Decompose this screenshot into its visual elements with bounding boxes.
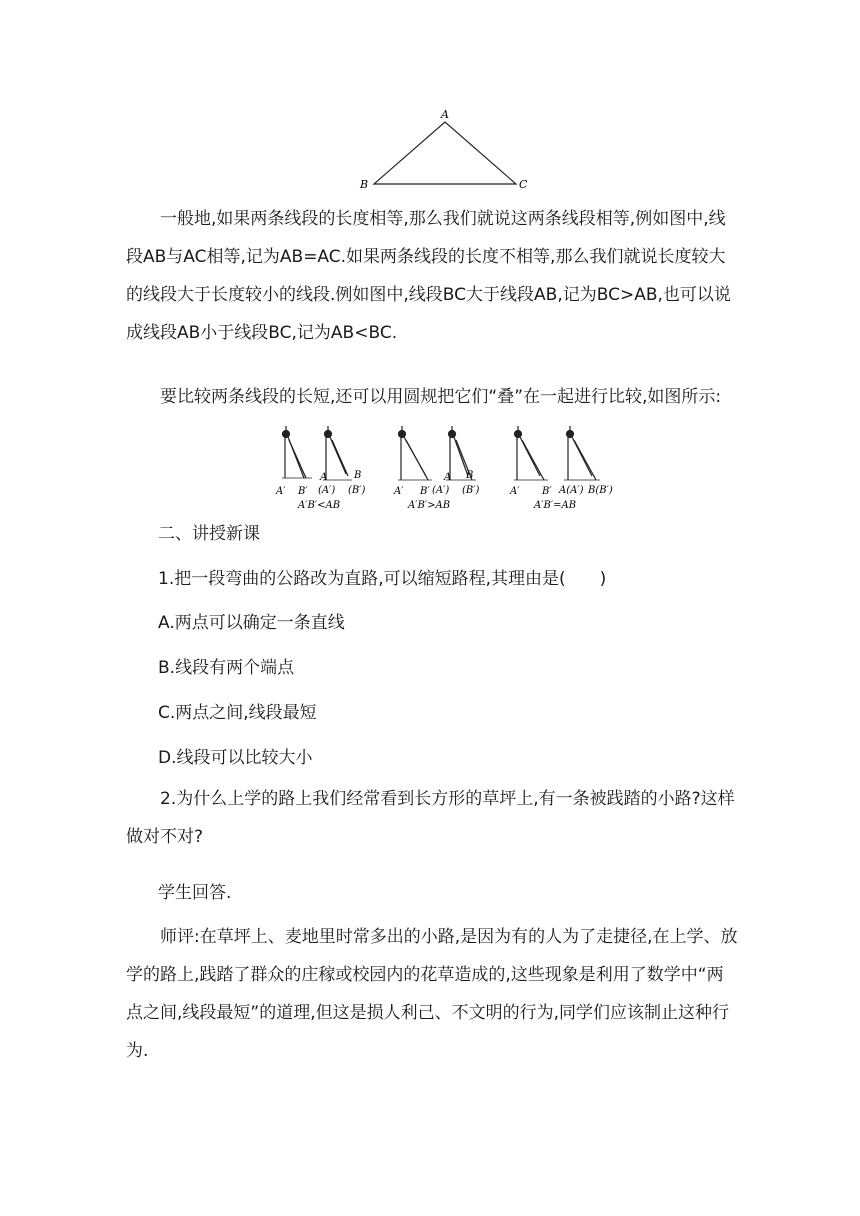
student-answer: 学生回答. xyxy=(158,883,232,903)
paragraph-text: 师评:在草坪上、麦地里时常多出的小路,是因为有的人为了走捷径,在上学、放学的路上,践踏了群众的庄稼或校园内的花草造成的,这些现象是利用了数学中“两点之间,线段最短”的道理,但这是损人利己、不文明的行为,同学们应该制止这种行为. xyxy=(126,927,738,1061)
compass-icon xyxy=(282,426,312,478)
compass-icon xyxy=(323,426,352,480)
triangle-figure xyxy=(350,105,540,195)
question-2 xyxy=(126,780,738,856)
point-label: B xyxy=(466,470,474,481)
point-label: A′ xyxy=(394,486,404,497)
point-label: B′ xyxy=(420,486,430,497)
paragraph-segment-equality xyxy=(126,200,738,352)
point-label: B′ xyxy=(298,486,308,497)
point-label: (A′) xyxy=(318,485,336,496)
compass-group-less xyxy=(275,426,366,511)
question-1-option-d: D.线段可以比较大小 xyxy=(158,748,313,768)
compass-comparison-figure xyxy=(268,418,620,514)
compass-icon xyxy=(564,426,600,480)
paragraph-compass-compare xyxy=(126,378,738,416)
comparison-caption: A′B′<AB xyxy=(298,500,341,511)
compass-group-greater xyxy=(393,426,480,511)
vertex-b-label: B xyxy=(360,178,369,191)
paragraph-text: 要比较两条线段的长短,还可以用圆规把它们“叠”在一起进行比较,如图所示: xyxy=(160,387,722,407)
question-1-stem: 1.把一段弯曲的公路改为直路,可以缩短路程,其理由是( ) xyxy=(158,569,607,589)
point-label: (B′) xyxy=(462,485,480,496)
paragraph-text: 2.为什么上学的路上我们经常看到长方形的草坪上,有一条被践踏的小路?这样做对不对? xyxy=(126,789,735,847)
vertex-a-label: A xyxy=(441,108,449,121)
point-label: A′ xyxy=(510,486,520,497)
point-label: (A′) xyxy=(432,485,450,496)
paragraph-text: 一般地,如果两条线段的长度相等,那么我们就说这两条线段相等,例如图中,线段AB与AC相等,记为AB=AC.如果两条线段的长度不相等,那么我们就说长度较大的线段大于长度较小的线段.例如图中,线段BC大于线段AB,记为BC>AB,也可以说成线段AB小于线段BC,记为AB<BC. xyxy=(126,209,731,343)
section-heading: 二、讲授新课 xyxy=(158,524,260,544)
comparison-caption: A′B′>AB xyxy=(408,500,451,511)
comparison-caption: A′B′=AB xyxy=(534,500,577,511)
point-label: B xyxy=(354,470,362,481)
compass-group-equal xyxy=(509,426,613,511)
point-label: A xyxy=(320,472,328,483)
point-label: A′ xyxy=(276,486,286,497)
point-label: A xyxy=(444,472,452,483)
point-label: A(A′) xyxy=(559,485,584,496)
question-1-option-b: B.线段有两个端点 xyxy=(158,658,295,678)
teacher-comment xyxy=(126,918,738,1070)
compass-icon xyxy=(398,426,432,480)
triangle-abc xyxy=(374,122,516,184)
vertex-c-label: C xyxy=(519,178,528,191)
point-label: B(B′) xyxy=(588,485,613,496)
point-label: B′ xyxy=(542,486,552,497)
compass-icon xyxy=(514,426,548,480)
question-1-option-a: A.两点可以确定一条直线 xyxy=(158,613,345,633)
question-1-option-c: C.两点之间,线段最短 xyxy=(158,703,317,723)
point-label: (B′) xyxy=(348,485,366,496)
